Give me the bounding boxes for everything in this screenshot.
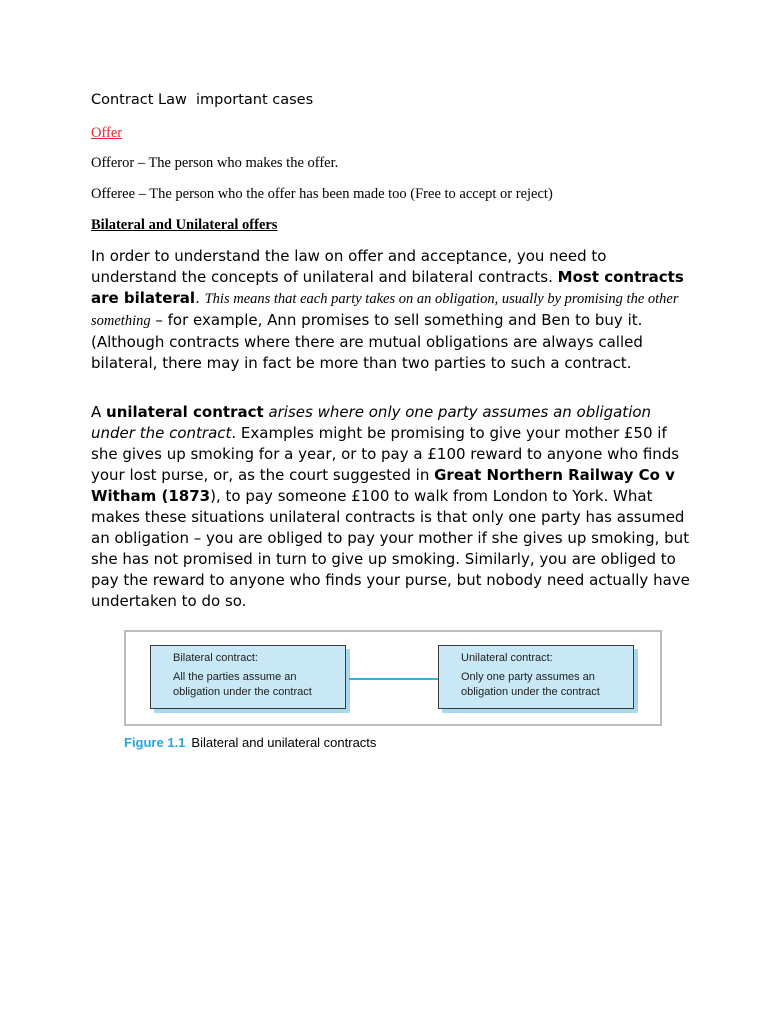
figure-caption — [124, 735, 376, 750]
paragraph-bilateral — [91, 246, 691, 374]
italic-run: arises where only one party assumes an obligation under the contract — [91, 403, 652, 442]
box-title: Bilateral contract: — [173, 652, 258, 664]
figure-number: Figure 1.1 — [124, 735, 186, 750]
paragraph-unilateral — [91, 402, 691, 612]
connector-line — [349, 678, 438, 680]
text-run: . Examples might be promising to give your mother £50 if she gives up smoking for a year, or to pay a £100 reward to anyone who finds your lost purse, or, as the court suggested in — [91, 424, 680, 484]
box-body: Only one party assumes an obligation under the contract — [461, 671, 600, 698]
offeree-definition: Offeree – The person who the offer has been made too (Free to accept or reject) — [91, 186, 553, 202]
box-body: All the parties assume an obligation under the contract — [173, 671, 312, 698]
figure-caption-text: Bilateral and unilateral contracts — [191, 735, 377, 750]
text-run: – for example, Ann promises to sell something and Ben to buy it. (Although contracts where there are mutual obligations are always called bilateral, there may in fact be more than two parties to such a contract. — [91, 311, 643, 372]
unilateral-contract-box — [438, 645, 634, 709]
page-title: Contract Law important cases — [91, 92, 314, 108]
case-citation: Great Northern Railway Co v Witham (1873 — [91, 466, 675, 505]
offer-heading: Offer — [91, 125, 123, 141]
bold-run: unilateral contract — [106, 403, 264, 421]
contract-types-figure — [124, 630, 662, 726]
text-run: In order to understand the law on offer and acceptance, you need to understand the concepts of unilateral and bilateral contracts. — [91, 247, 607, 286]
offeror-definition: Offeror – The person who makes the offer. — [91, 155, 339, 171]
text-run: ), to pay someone £100 to walk from London to York. What makes these situations unilateral contracts is that only one party has assumed an obligation – you are obliged to pay your mother if she gives up smoking, but she has not promised in turn to give up smoking. Similarly, you are obliged to pay the reward to anyone who finds your purse, but nobody need actually have undertaken to do so. — [91, 487, 690, 610]
text-run: . — [195, 289, 205, 307]
bold-run: Most contracts are bilateral — [91, 268, 684, 307]
italic-run: This means that each party takes on an obligation, usually by promising the other something — [91, 291, 679, 329]
section-subheading: Bilateral and Unilateral offers — [91, 217, 278, 233]
bilateral-contract-box — [150, 645, 346, 709]
text-run: A — [91, 403, 107, 421]
box-title: Unilateral contract: — [461, 652, 553, 664]
